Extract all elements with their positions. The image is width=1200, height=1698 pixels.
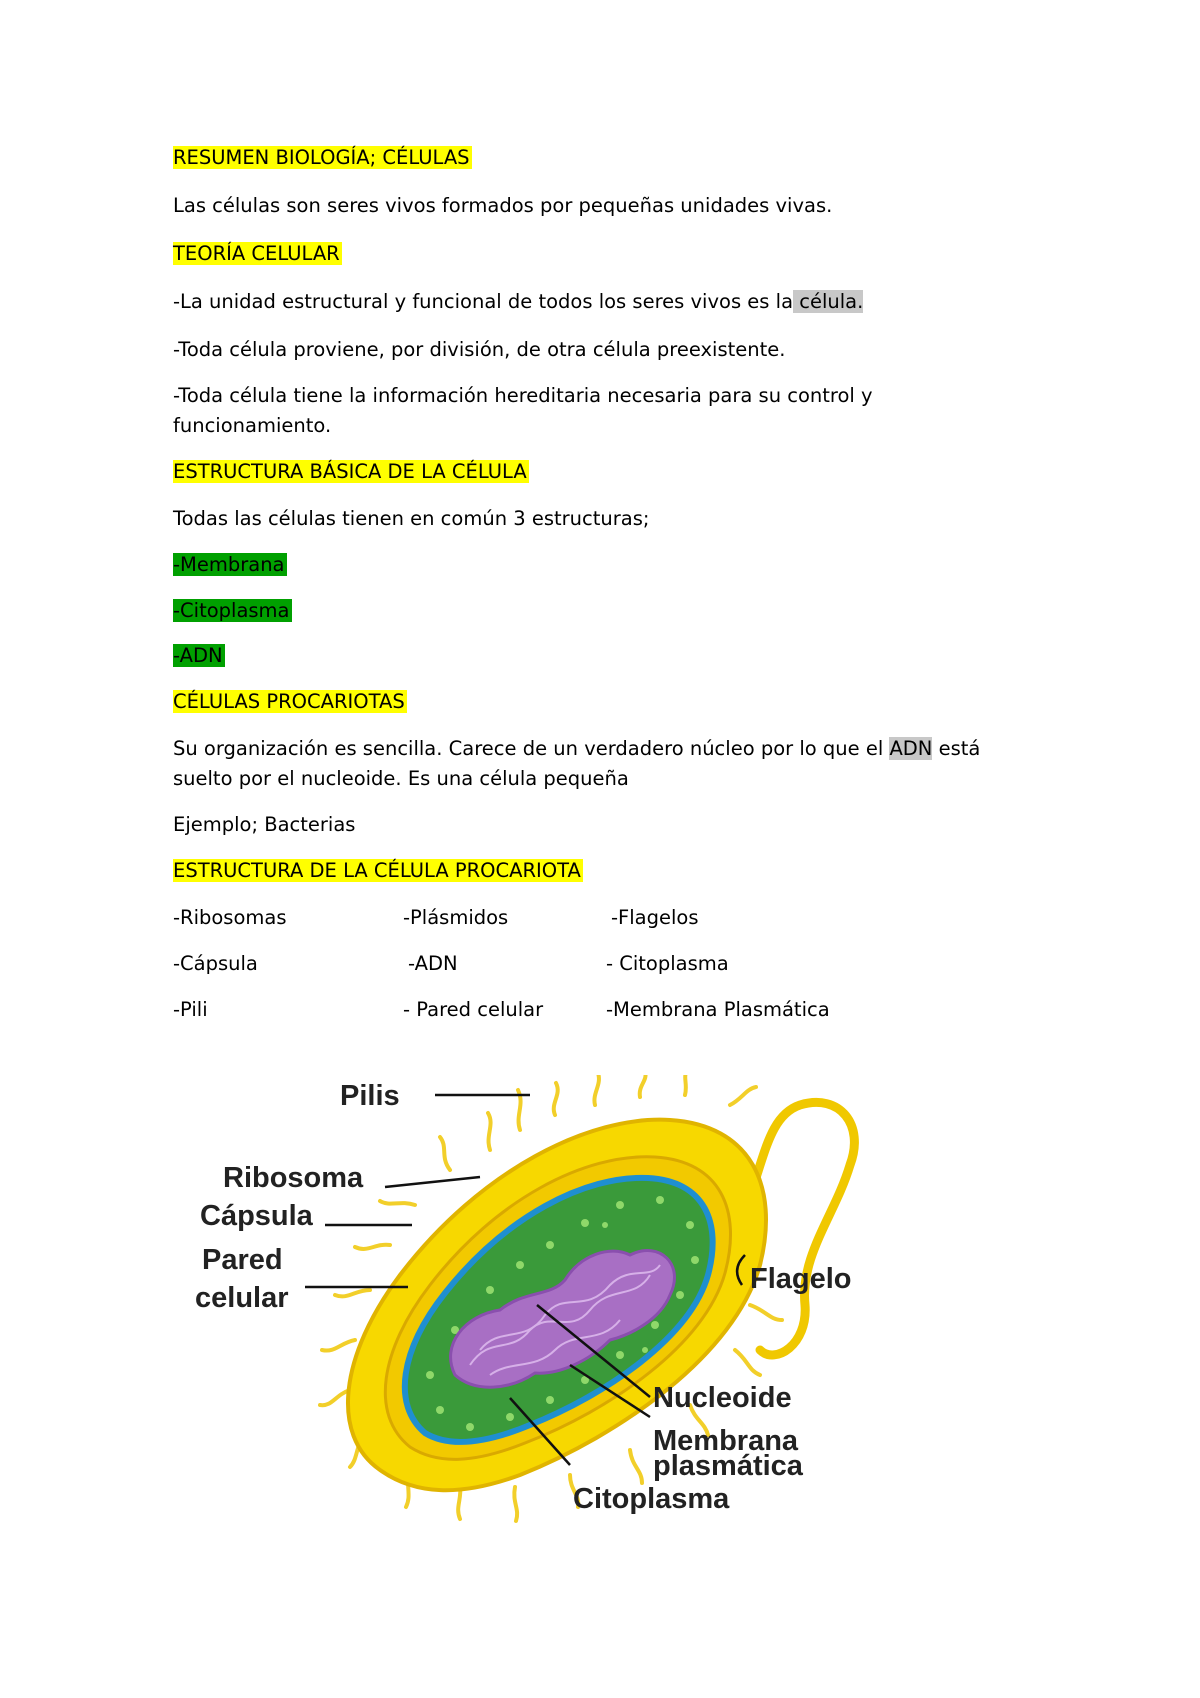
basic-structure-heading-text: ESTRUCTURA BÁSICA DE LA CÉLULA	[173, 460, 527, 483]
basic-structure-intro: Todas las células tienen en común 3 estructuras;	[173, 507, 650, 530]
doc-title	[173, 143, 472, 173]
theory-heading-text: TEORÍA CELULAR	[173, 242, 340, 265]
basic-item-citoplasma-text: -Citoplasma	[173, 599, 290, 622]
structure-col3-item-2: - Citoplasma	[606, 952, 729, 975]
label-membrana-1: Membrana	[653, 1425, 799, 1457]
theory-point-1	[173, 287, 863, 317]
structure-col2-item-1: -Plásmidos	[403, 906, 509, 929]
prokaryotes-example: Ejemplo; Bacterias	[173, 813, 356, 836]
label-pilis: Pilis	[340, 1080, 400, 1112]
structure-col2-item-2: -ADN	[408, 952, 458, 975]
basic-item-adn-text: -ADN	[173, 644, 223, 667]
theory-point-3-line-2: funcionamiento.	[173, 414, 332, 437]
structure-col1-item-2: -Cápsula	[173, 952, 258, 975]
structure-col2-item-3: - Pared celular	[403, 998, 544, 1021]
structure-col3-item-1: -Flagelos	[611, 906, 699, 929]
theory-point-1-highlight: célula.	[793, 290, 864, 313]
label-pared-2: celular	[195, 1282, 289, 1314]
structure-col3-item-3: -Membrana Plasmática	[606, 998, 830, 1021]
basic-item-membrana	[173, 550, 287, 580]
label-pared-1: Pared	[202, 1244, 283, 1276]
prokaryotes-heading	[173, 687, 407, 717]
basic-item-citoplasma	[173, 596, 292, 626]
structure-col1-item-3: -Pili	[173, 998, 208, 1021]
intro-paragraph: Las células son seres vivos formados por pequeñas unidades vivas.	[173, 194, 833, 217]
basic-item-membrana-text: -Membrana	[173, 553, 285, 576]
theory-point-3-line-1: -Toda célula tiene la información hereditaria necesaria para su control y	[173, 384, 873, 407]
theory-point-1-text: -La unidad estructural y funcional de todos los seres vivos es la	[173, 290, 794, 313]
doc-title-text: RESUMEN BIOLOGÍA; CÉLULAS	[173, 146, 470, 169]
prokaryotes-line-2: suelto por el nucleoide. Es una célula pequeña	[173, 767, 629, 790]
prokaryotes-line-1	[173, 734, 980, 764]
basic-structure-heading	[173, 457, 529, 487]
label-ribosoma: Ribosoma	[223, 1162, 364, 1194]
prokaryotes-line-1-after: está	[932, 737, 981, 760]
theory-point-2: -Toda célula proviene, por división, de otra célula preexistente.	[173, 338, 786, 361]
prokaryote-structure-heading	[173, 856, 583, 886]
theory-heading	[173, 239, 342, 269]
structure-col1-item-1: -Ribosomas	[173, 906, 287, 929]
label-membrana-2: plasmática	[653, 1450, 803, 1482]
prokaryotes-adn-highlight: ADN	[889, 737, 933, 760]
label-capsula: Cápsula	[200, 1200, 313, 1232]
label-citoplasma: Citoplasma	[573, 1483, 730, 1515]
label-nucleoide: Nucleoide	[653, 1382, 792, 1414]
prokaryotes-heading-text: CÉLULAS PROCARIOTAS	[173, 690, 405, 713]
prokaryotes-line-1-before: Su organización es sencilla. Carece de un verdadero núcleo por lo que el	[173, 737, 890, 760]
prokaryote-structure-heading-text: ESTRUCTURA DE LA CÉLULA PROCARIOTA	[173, 859, 581, 882]
prokaryotic-cell-diagram	[190, 1075, 910, 1525]
label-flagelo: Flagelo	[750, 1263, 852, 1295]
basic-item-adn	[173, 641, 225, 671]
